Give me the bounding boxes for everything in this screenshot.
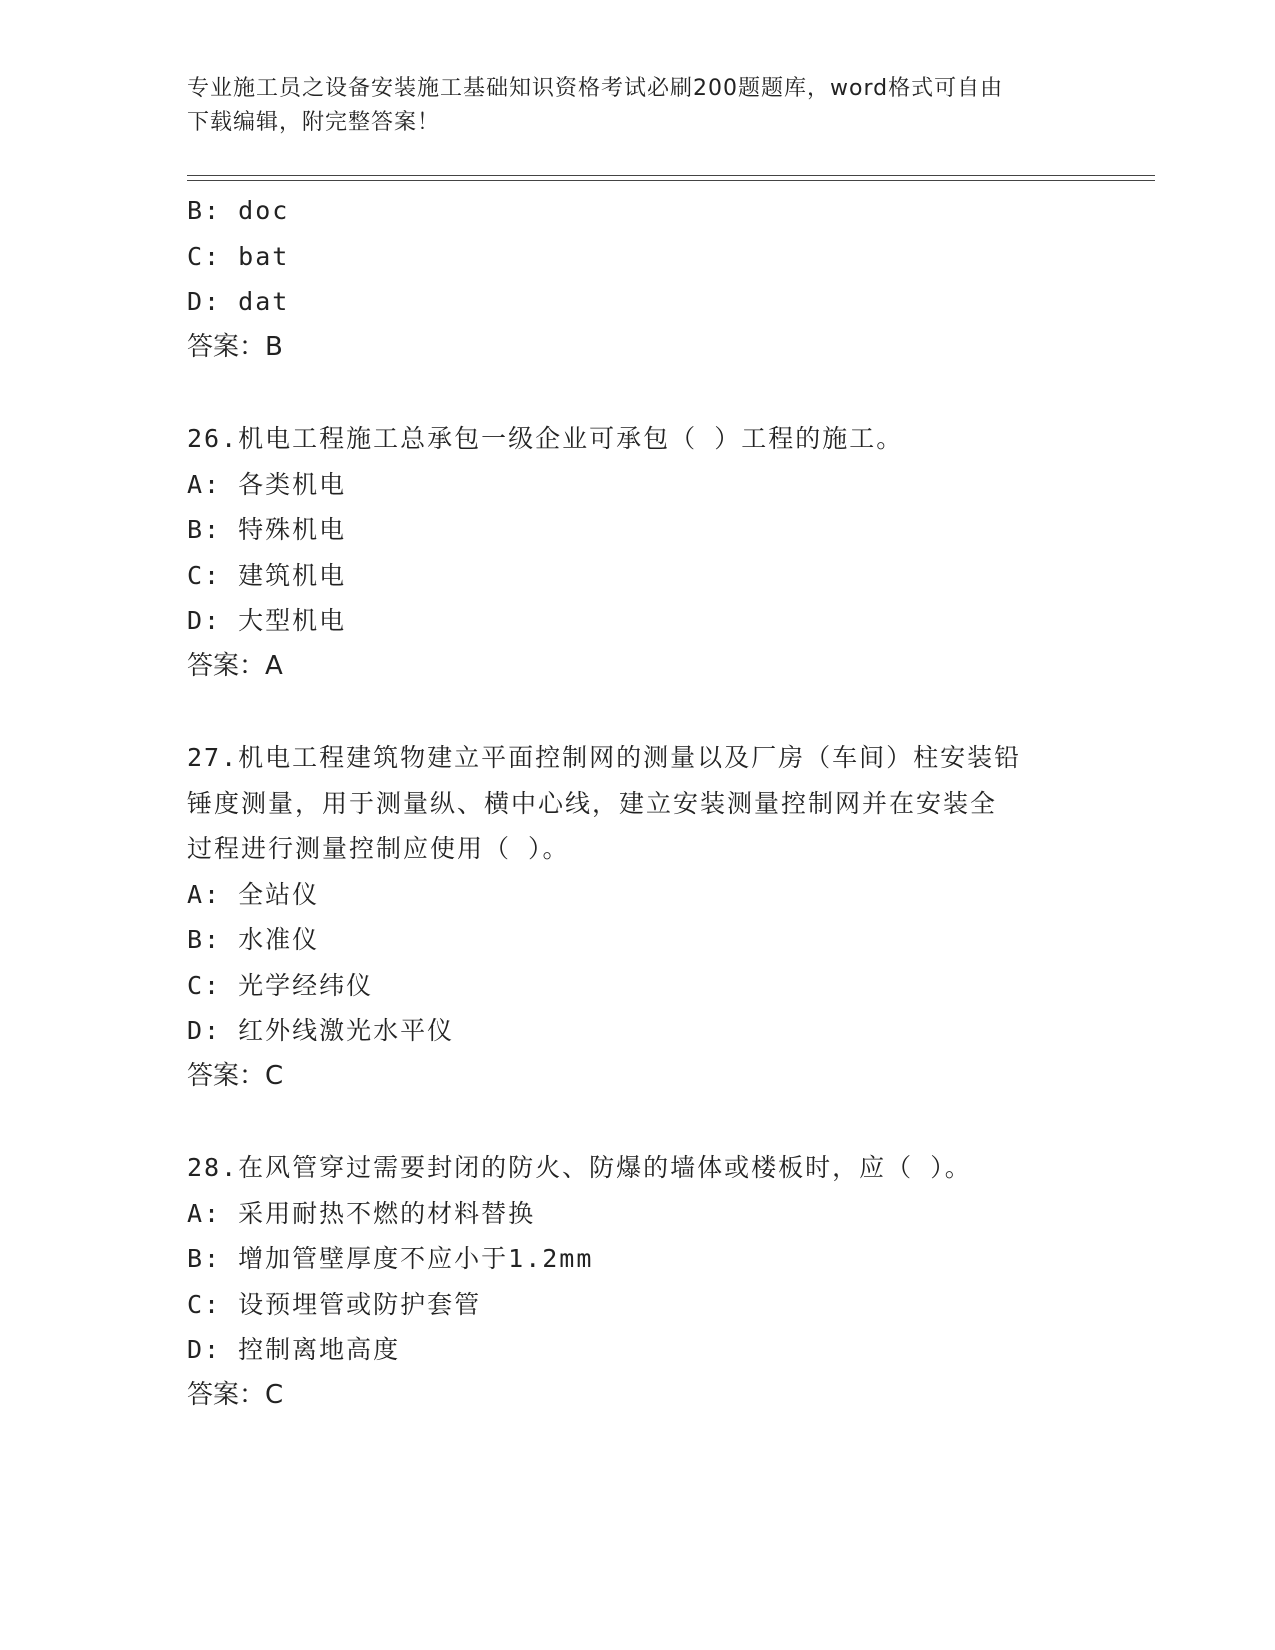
option-c: C: 设预埋管或防护套管 <box>187 1289 482 1319</box>
page-header <box>187 72 1087 140</box>
option-b: B: 增加管壁厚度不应小于1.2mm <box>187 1244 594 1273</box>
option-a: A: 全站仪 <box>187 879 320 909</box>
option-d: D: 红外线激光水平仪 <box>187 1016 455 1045</box>
answer: 答案：C <box>187 1379 284 1410</box>
answer: 答案：A <box>187 650 283 681</box>
answer: 答案：C <box>187 1060 284 1091</box>
header-line-2: 下载编辑，附完整答案！ <box>187 110 441 135</box>
question-25 <box>187 188 1087 370</box>
option-d: D: 大型机电 <box>187 606 347 635</box>
question-26 <box>187 416 1087 689</box>
option-b: B: doc <box>187 196 290 225</box>
question-27 <box>187 735 1087 1099</box>
option-c: C: 光学经纬仪 <box>187 970 374 1000</box>
document-body <box>187 188 1087 1418</box>
option-d: D: dat <box>187 287 290 316</box>
question-stem-line-1: 27.机电工程建筑物建立平面控制网的测量以及厂房（车间）柱安装铅 <box>187 743 1022 772</box>
question-stem: 26.机电工程施工总承包一级企业可承包（ ）工程的施工。 <box>187 424 904 453</box>
option-b: B: 特殊机电 <box>187 515 347 544</box>
option-d: D: 控制离地高度 <box>187 1335 401 1364</box>
option-a: A: 各类机电 <box>187 469 347 499</box>
header-divider <box>187 175 1155 181</box>
option-c: C: 建筑机电 <box>187 560 347 590</box>
option-c: C: bat <box>187 241 290 271</box>
answer: 答案：B <box>187 331 283 362</box>
option-a: A: 采用耐热不燃的材料替换 <box>187 1198 536 1228</box>
header-line-1: 专业施工员之设备安装施工基础知识资格考试必刷200题题库，word格式可自由 <box>187 76 1004 101</box>
question-28 <box>187 1145 1087 1418</box>
question-stem: 28.在风管穿过需要封闭的防火、防爆的墙体或楼板时，应（ ）。 <box>187 1153 972 1182</box>
question-stem-line-2: 锤度测量，用于测量纵、横中心线，建立安装测量控制网并在安装全 <box>187 788 998 818</box>
option-b: B: 水准仪 <box>187 925 320 954</box>
question-stem-line-3: 过程进行测量控制应使用（ ）。 <box>187 834 570 863</box>
